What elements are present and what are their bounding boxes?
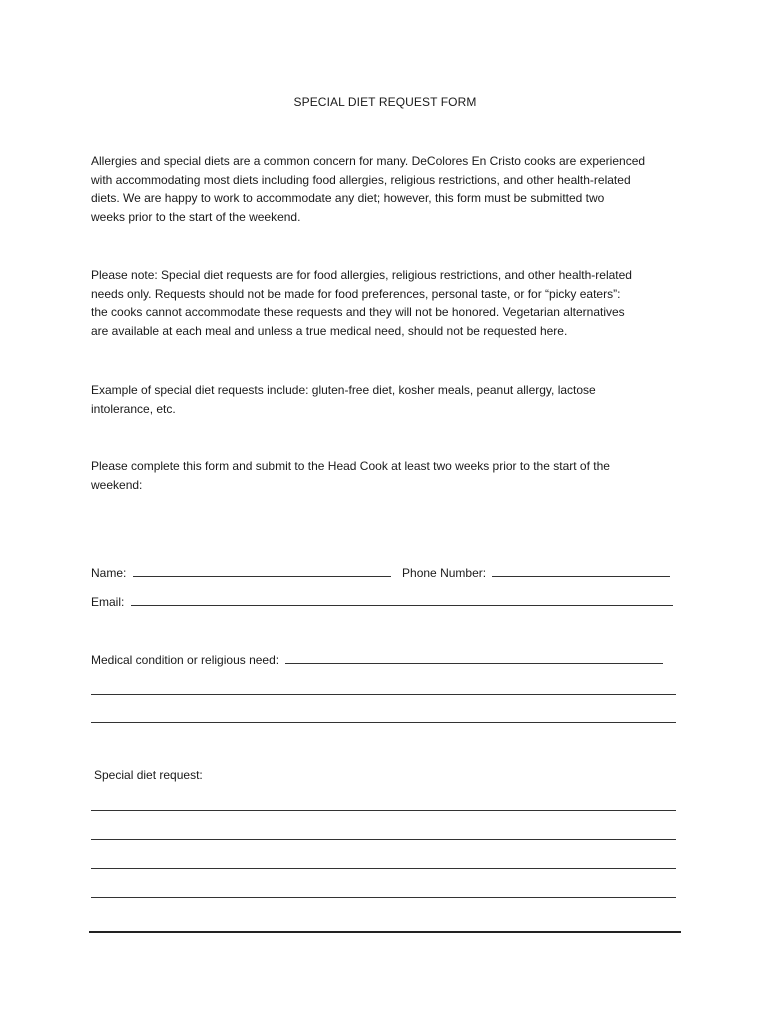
note-line-1: Please note: Special diet requests are for food allergies, religious restrictions, and other health-related (91, 268, 632, 282)
medical-label: Medical condition or religious need: (91, 653, 280, 667)
phone-label: Phone Number: (402, 566, 487, 580)
example-paragraph (91, 381, 691, 418)
footer-rule (89, 931, 681, 933)
email-row (91, 594, 673, 609)
example-line-1: Example of special diet requests include: gluten-free diet, kosher meals, peanut allergy, lactose (91, 383, 596, 397)
intro-line-1: Allergies and special diets are a common concern for many. DeColores En Cristo cooks are experienced (91, 154, 646, 168)
medical-row (91, 652, 663, 667)
instruction-line-1: Please complete this form and submit to the Head Cook at least two weeks prior to the start of the (91, 459, 610, 473)
email-label: Email: (91, 595, 125, 609)
email-field[interactable] (131, 594, 673, 606)
note-line-4: are available at each meal and unless a true medical need, should not be requested here. (91, 323, 568, 338)
diet-label: Special diet request: (94, 768, 203, 782)
note-line-3: the cooks cannot accommodate these requests and they will not be honored. Vegetarian alternatives (91, 305, 625, 320)
diet-line-4[interactable] (91, 897, 676, 898)
diet-line-1[interactable] (91, 810, 676, 811)
name-row (91, 565, 670, 580)
diet-line-3[interactable] (91, 868, 676, 869)
phone-field[interactable] (492, 565, 670, 577)
instruction-paragraph (91, 457, 691, 494)
instruction-line-2: weekend: (91, 477, 143, 492)
note-line-2: needs only. Requests should not be made for food preferences, personal taste, or for “picky eaters”: (91, 286, 621, 301)
intro-line-2: with accommodating most diets including food allergies, religious restrictions, and other health-related (91, 172, 631, 187)
intro-line-4: weeks prior to the start of the weekend. (91, 209, 301, 224)
form-title: SPECIAL DIET REQUEST FORM (293, 95, 477, 109)
intro-line-3: diets. We are happy to work to accommodate any diet; however, this form must be submitted two (91, 191, 605, 206)
medical-field[interactable] (285, 652, 663, 664)
note-paragraph (91, 266, 691, 340)
medical-line-2[interactable] (91, 694, 676, 695)
medical-line-3[interactable] (91, 722, 676, 723)
diet-line-2[interactable] (91, 839, 676, 840)
name-label: Name: (91, 566, 127, 580)
name-field[interactable] (133, 565, 391, 577)
example-line-2: intolerance, etc. (91, 401, 176, 416)
intro-paragraph (91, 152, 691, 226)
